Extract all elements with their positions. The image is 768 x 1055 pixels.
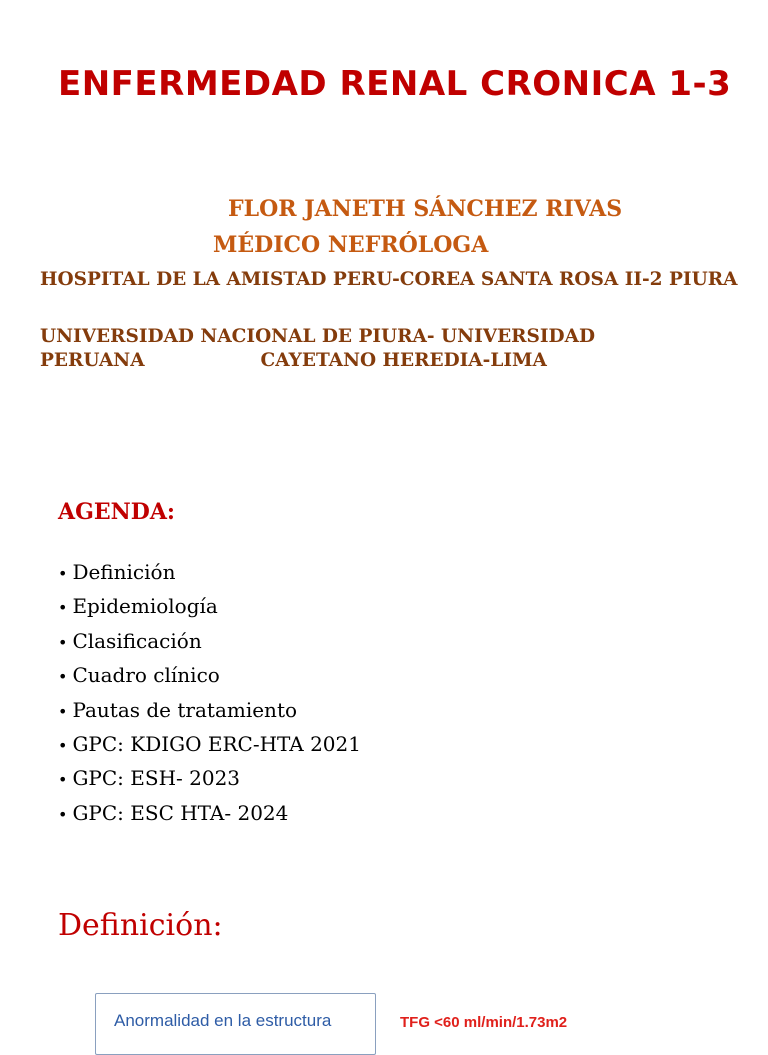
author-role: MÉDICO NEFRÓLOGA — [213, 232, 489, 258]
agenda-item-label: Definición — [72, 560, 176, 584]
university-affiliation-line-1: UNIVERSIDAD NACIONAL DE PIURA- UNIVERSIDAD — [40, 326, 595, 347]
agenda-heading: AGENDA: — [58, 499, 176, 525]
bullet-icon: • — [58, 804, 68, 824]
bullet-icon: • — [58, 701, 68, 721]
hospital-affiliation: HOSPITAL DE LA AMISTAD PERU-COREA SANTA ROSA II-2 PIURA — [40, 269, 738, 290]
agenda-item-label: Epidemiología — [72, 594, 218, 619]
agenda-item-label: GPC: ESC HTA- 2024 — [72, 800, 289, 825]
university-affiliation — [40, 325, 750, 373]
diagram-gfr-text: TFG <60 ml/min/1.73m2 — [400, 1014, 568, 1031]
agenda-item — [58, 659, 361, 693]
agenda-item — [58, 625, 361, 659]
bullet-icon: • — [58, 564, 68, 583]
bullet-icon: • — [58, 770, 68, 790]
bullet-icon: • — [58, 598, 68, 618]
definition-diagram-box — [95, 993, 376, 1055]
agenda-item — [58, 728, 361, 762]
agenda-item-label: GPC: ESH- 2023 — [72, 766, 241, 791]
bullet-icon: • — [58, 736, 68, 756]
bullet-icon: • — [58, 667, 68, 687]
agenda-item-label: Cuadro clínico — [72, 663, 220, 688]
agenda-item — [58, 797, 361, 831]
agenda-item-label: GPC: KDIGO ERC-HTA 2021 — [72, 732, 361, 757]
author-name: FLOR JANETH SÁNCHEZ RIVAS — [228, 196, 623, 222]
definition-heading: Definición: — [58, 908, 223, 943]
agenda-item-label: Pautas de tratamiento — [72, 697, 298, 722]
bullet-icon: • — [58, 632, 68, 652]
agenda-item — [58, 762, 361, 796]
agenda-item-label: Clasificación — [72, 628, 202, 653]
agenda-item — [58, 590, 361, 624]
diagram-box-text: Anormalidad en la estructura — [114, 1011, 332, 1030]
document-title: ENFERMEDAD RENAL CRONICA 1-3 — [58, 64, 732, 104]
agenda-list — [58, 556, 361, 831]
university-affiliation-line-2: PERUANA CAYETANO HEREDIA-LIMA — [40, 350, 547, 371]
agenda-item — [58, 694, 361, 728]
agenda-item — [58, 556, 361, 590]
